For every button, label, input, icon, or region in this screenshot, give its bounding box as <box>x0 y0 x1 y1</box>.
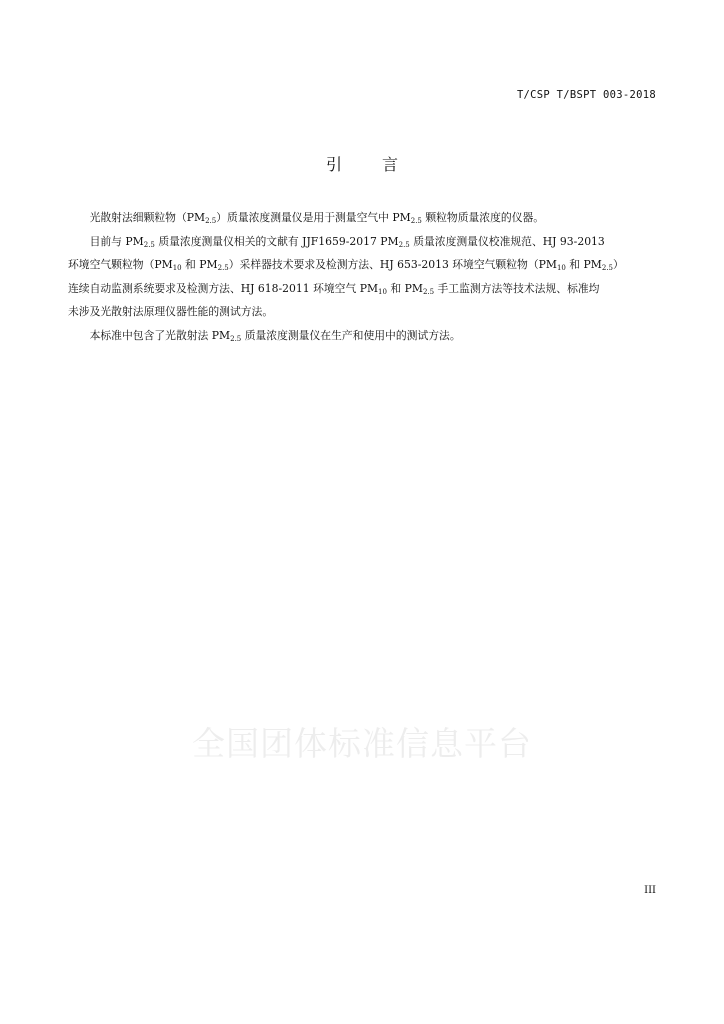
paragraph-2-line-1 <box>68 230 658 254</box>
subscript: 2.5 <box>410 217 422 225</box>
text-run: 手工监测方法等技术法规、标准均 <box>434 281 600 295</box>
section-title <box>0 152 724 175</box>
text-run: 和 PM <box>386 281 423 295</box>
paragraph-2-line-2 <box>68 253 658 277</box>
text-run: 质量浓度测量仪相关的文献有 JJF1659-2017 PM <box>154 234 399 248</box>
text-run: 质量浓度测量仪校准规范、HJ 93-2013 <box>409 234 605 248</box>
paragraph-1-line <box>68 206 658 230</box>
subscript: 2.5 <box>217 264 229 272</box>
text-run: 和 PM <box>565 258 602 271</box>
text-run: 颗粒物质量浓度的仪器。 <box>421 211 545 224</box>
subscript: 2.5 <box>143 240 155 249</box>
text-run: 质量浓度测量仪在生产和使用中的测试方法。 <box>241 328 461 342</box>
text-run: 本标准中包含了光散射法 PM <box>89 328 231 342</box>
paragraph-2-line-3 <box>68 277 658 301</box>
title-char-2: 言 <box>382 155 399 174</box>
subscript: 2.5 <box>601 264 613 272</box>
text-run: 连续自动监测系统要求及检测方法、HJ 618-2011 环境空气 PM <box>68 281 379 295</box>
subscript: 2.5 <box>398 240 410 249</box>
subscript: 2.5 <box>422 287 435 296</box>
subscript: 10 <box>378 287 387 296</box>
paragraph-2-line-4: 未涉及光散射法原理仪器性能的测试方法。 <box>68 305 274 318</box>
title-char-1: 引 <box>325 155 342 174</box>
text-run: 和 PM <box>181 258 218 271</box>
paragraph-1 <box>68 206 658 230</box>
subscript: 10 <box>556 264 566 272</box>
paragraph-3-line <box>68 324 658 348</box>
page-number: III <box>644 885 656 896</box>
subscript: 10 <box>172 264 182 272</box>
text-run: ） <box>613 258 624 271</box>
text-run: ）质量浓度测量仪是用于测量空气中 PM <box>216 211 411 224</box>
paragraph-3 <box>68 324 658 348</box>
text-run: 光散射法细颗粒物（PM <box>89 211 206 224</box>
subscript: 2.5 <box>230 334 242 343</box>
watermark: 全国团体标准信息平台 <box>192 724 532 763</box>
text-run: ）采样器技术要求及检测方法、HJ 653-2013 环境空气颗粒物（PM <box>228 258 557 271</box>
text-run: 目前与 PM <box>89 234 144 248</box>
paragraph-2 <box>68 230 658 324</box>
subscript: 2.5 <box>205 217 217 225</box>
document-id: T/CSP T/BSPT 003-2018 <box>516 89 656 101</box>
text-run: 环境空气颗粒物（PM <box>68 258 173 271</box>
body-text <box>68 206 658 347</box>
